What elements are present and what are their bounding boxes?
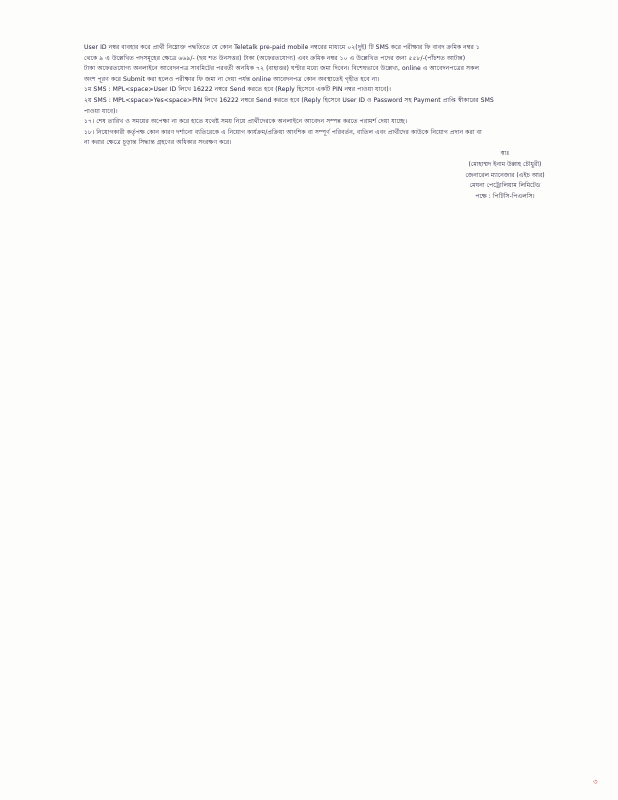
sms-step-2: ২য় SMS : MPL<space>Yes<space>PIN লিখে 16222 নম্বরে Send করতে হবে (Reply হিসেবে User ID ও Password সহ Payment প্রাপ্তি স্বীকারের SMS <box>84 96 494 104</box>
page-number: ৩ <box>593 778 598 786</box>
signature-mark: স্বাঃ <box>500 150 510 157</box>
sms-step-1: ১ম SMS : MPL<space>User ID লিখে 16222 নম্বরে Send করতে হবে (Reply হিসেবে একটি PIN নম্বর পাওয়া যাবে)। <box>84 86 391 94</box>
signatory-name: (মোহাম্মদ ইনাম উল্লাহ চৌধুরী) <box>468 161 542 168</box>
sms-step-2-continued: পাওয়া যাবে)। <box>84 107 118 115</box>
signatory-behalf: পক্ষে : পিটিসি-পিএলসি। <box>475 192 535 200</box>
notice-line: থেকে ৯ এ উল্লেখিত পদসমূহের ক্ষেত্রে ৬৬৯/- (ছয় শত উনসত্তর) টাকা (অফেরতযোগ্য) এবং ক্রমিক নম্বর ১০ এ উল্লেখিত পদের জন্য ৫৫৮/-(পাঁচশত আটান্ন) <box>84 54 466 62</box>
signatory-designation: জেনারেল ম্যানেজার (এইচ আর) <box>465 171 545 179</box>
notice-line: User ID নম্বর ব্যবহার করে প্রার্থী নিম্নোক্ত পদ্ধতিতে যে কোন Teletalk pre-paid mobile নম্বরের মাধ্যমে ০২(দুই) টি SMS করে পরীক্ষার ফি বাবদ ক্রমিক নম্বর ১ <box>84 44 480 51</box>
signature-block <box>440 148 570 202</box>
notice-body <box>84 43 564 149</box>
signatory-company: মেঘনা পেট্রোলিয়াম লিমিটেড <box>469 182 541 189</box>
notice-line: টাকা অফেরতযোগ্য অনলাইনে আবেদনপত্র সাবমিটের পরবর্তী অনধিক ৭২ (বাহাত্তর) ঘণ্টার মধ্যে জমা দিবেন। বিশেষভাবে উল্লেখ্য, online এ আবেদনপত্রের সকল <box>84 65 480 73</box>
clause-17: ১৭। শেষ তারিখ ও সময়ের অপেক্ষা না করে হাতে যথেষ্ট সময় নিয়ে প্রার্থীদেরকে অনলাইনে আবেদন সম্পন্ন করতে পরামর্শ দেয়া যাচ্ছে। <box>84 118 408 126</box>
clause-18: ১৮। নিয়োগকারী কর্তৃপক্ষ কোন কারণ দর্শানো ব্যতিরেকে এ নিয়োগ কার্যক্রম/প্রক্রিয়া আংশিক বা সম্পূর্ণ পরিবর্তন, বাতিল এবং প্রার্থীদের কাউকে নিয়োগ প্রদান করা বা <box>84 128 482 136</box>
clause-18-continued: না করার ক্ষেত্রে চূড়ান্ত সিদ্ধান্ত গ্রহণের অধিকার সংরক্ষণ করে। <box>84 139 232 147</box>
notice-line: অংশ পূরণ করে Submit করা হলেও পরীক্ষার ফি জমা না দেয়া পর্যন্ত online আবেদনপত্র কোন অবস্থাতেই গৃহীত হবে না। <box>84 75 380 83</box>
